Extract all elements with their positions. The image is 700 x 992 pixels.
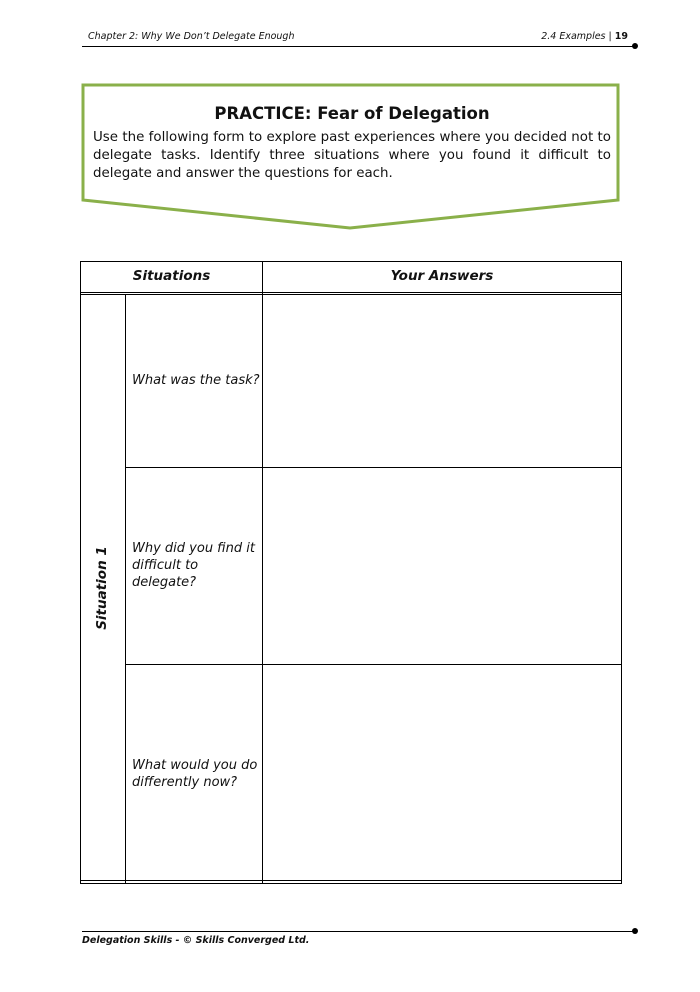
- practice-title: PRACTICE: Fear of Delegation: [214, 104, 490, 123]
- section-label: 2.4 Examples |: [541, 31, 612, 42]
- situation-label-divider: [125, 294, 126, 883]
- question-task: What was the task?: [132, 373, 260, 388]
- column-header-situations: Situations: [132, 268, 211, 284]
- question-differently: What would you do differently now?: [132, 758, 258, 790]
- answer-field-task[interactable]: [262, 295, 621, 467]
- situation-1-label: Situation 1: [94, 546, 110, 630]
- practice-instructions: Use the following form to explore past experiences where you decided not to delegate tasks. Identify three situations where you found it difficult to delegate and answer the questions for each.: [93, 130, 611, 181]
- header-bottom-rule: [81, 292, 621, 293]
- section-page: [541, 31, 628, 42]
- page-header: [82, 27, 630, 45]
- question-difficulty: Why did you find it difficult to delegate?: [132, 541, 255, 590]
- chapter-title: Chapter 2: Why We Don’t Delegate Enough: [88, 31, 295, 42]
- footer-rule-dot: [632, 928, 638, 934]
- footer-text: Delegation Skills - © Skills Converged Ltd.: [82, 935, 310, 946]
- situations-table: [80, 261, 622, 884]
- header-rule-dot: [632, 43, 638, 49]
- answer-field-difficulty[interactable]: [262, 468, 621, 664]
- column-header-answers: Your Answers: [390, 268, 494, 284]
- header-rule: [82, 46, 634, 47]
- answer-field-differently[interactable]: [262, 665, 621, 880]
- footer-rule: [82, 931, 634, 932]
- page-number: 19: [614, 31, 628, 42]
- table-bottom-rule: [81, 880, 621, 881]
